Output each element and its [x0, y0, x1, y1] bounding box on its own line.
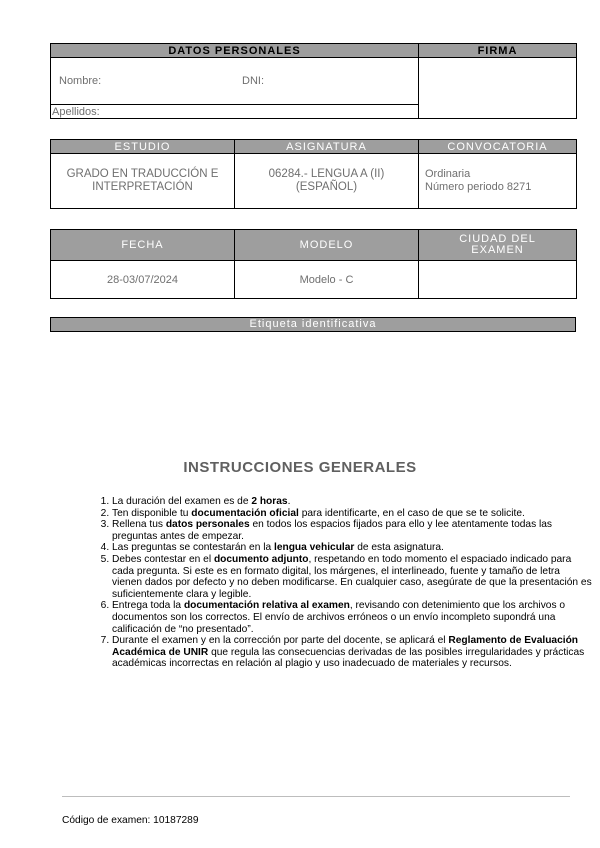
study-header: ESTUDIO [51, 140, 235, 154]
name-label: Nombre: [59, 75, 102, 87]
instruction-item: 7. Durante el examen y en la corrección por parte del docente, se aplicará el Reglamento de Evaluación Académica de UNIR que regula las consecuencias derivadas de las posibles irregularidades y prácticas académicas incorrectas en relación al plagio y uso inadecuado de materiales y recursos. [112, 635, 592, 670]
personal-data-table [50, 43, 577, 119]
instructions-list [92, 496, 592, 670]
footer-divider [62, 796, 570, 797]
signature-box[interactable] [419, 58, 577, 119]
instruction-item: 1. La duración del examen es de 2 horas. [112, 496, 592, 508]
session-value [419, 154, 577, 209]
signature-header: FIRMA [419, 44, 577, 58]
subject-line-2: (ESPAÑOL) [295, 181, 358, 193]
session-header: CONVOCATORIA [419, 140, 577, 154]
instruction-item: 3. Rellena tus datos personales en todos los espacios fijados para ello y lee atentamente todas las preguntas antes de empezar. [112, 519, 592, 542]
city-field[interactable] [419, 261, 577, 299]
model-value: Modelo - C [235, 261, 419, 299]
instruction-item: 4. Las preguntas se contestarán en la lengua vehicular de esta asignatura. [112, 542, 592, 554]
subject-value [235, 154, 419, 209]
instruction-item: 6. Entrega toda la documentación relativa al examen, revisando con detenimiento que los archivos o documentos son los correctos. El envío de archivos erróneos o un envío incompleto supondrá una calificación de “no presentado”. [112, 600, 592, 635]
exam-info-table [50, 229, 577, 299]
exam-code: Código de examen: 10187289 [62, 815, 199, 826]
city-header-line-1: CIUDAD DEL [459, 233, 536, 245]
city-header-line-2: EXAMEN [471, 244, 524, 256]
session-line-2: Número periodo 8271 [425, 181, 532, 193]
study-table [50, 139, 577, 209]
instruction-item: 2. Ten disponible tu documentación oficial para identificarte, en el caso de que se te solicite. [112, 508, 592, 520]
date-header: FECHA [51, 230, 235, 261]
dni-label: DNI: [242, 75, 264, 87]
instruction-item: 5. Debes contestar en el documento adjunto, respetando en todo momento el espaciado indicado para cada pregunta. Si este es en formato digital, los márgenes, el interlineado, fuente y tamaño de letra vienen dados por defecto y no deben modificarse. En cualquier caso, asegúrate de que la presentación es suficientemente clara y legible. [112, 554, 592, 600]
instructions-title: INSTRUCCIONES GENERALES [183, 459, 417, 476]
session-line-1: Ordinaria [425, 168, 471, 180]
subject-line-1: 06284.- LENGUA A (II) [268, 168, 385, 180]
city-header [419, 230, 577, 261]
study-value [51, 154, 235, 209]
surname-field[interactable] [51, 105, 419, 119]
name-dni-field[interactable] [51, 58, 419, 105]
subject-header: ASIGNATURA [235, 140, 419, 154]
model-header: MODELO [235, 230, 419, 261]
study-line-1: GRADO EN TRADUCCIÓN E [66, 168, 219, 180]
date-value: 28-03/07/2024 [51, 261, 235, 299]
personal-data-header: DATOS PERSONALES [51, 44, 419, 58]
surname-label: Apellidos: [52, 106, 100, 118]
id-label-bar: Etiqueta identificativa [50, 317, 576, 332]
study-line-2: INTERPRETACIÓN [92, 181, 193, 193]
